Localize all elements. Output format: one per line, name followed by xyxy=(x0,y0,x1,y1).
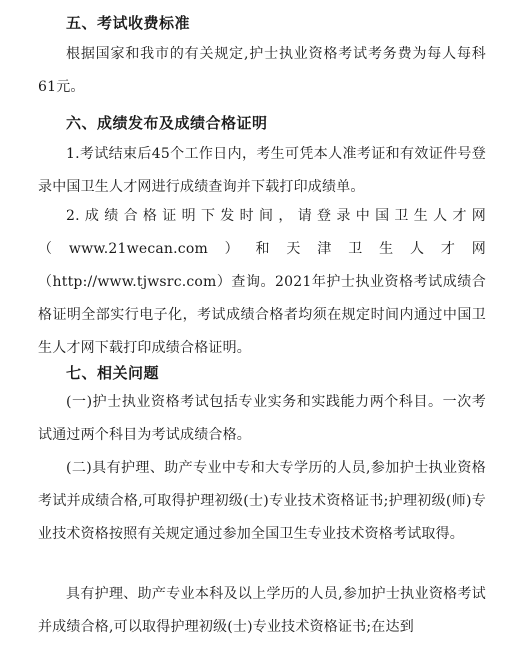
section-5-heading: 五、考试收费标准 xyxy=(66,14,191,32)
section-7-paragraph-2: (二)具有护理、助产专业中专和大专学历的人员,参加护士执业资格考试并成绩合格,可取得护理初级(士)专业技术资格证书;护理初级(师)专业技术资格按照有关规定通过参加全国卫生专业技术资格考试取得。 xyxy=(38,460,486,542)
section-7-heading: 七、相关问题 xyxy=(66,364,160,382)
section-7-paragraph-1: (一)护士执业资格考试包括专业实务和实践能力两个科目。一次考试通过两个科目为考试成绩合格。 xyxy=(38,394,486,443)
section-6-paragraph-1: 1.考试结束后45个工作日内，考生可凭本人准考证和有效证件号登录中国卫生人才网进行成绩查询并下载打印成绩单。 xyxy=(38,146,486,195)
section-6-heading: 六、成绩发布及成绩合格证明 xyxy=(66,114,268,132)
section-5-paragraph-1: 根据国家和我市的有关规定,护士执业资格考试考务费为每人每科61元。 xyxy=(38,46,486,95)
section-6-paragraph-2: 2.成绩合格证明下发时间，请登录中国卫生人才网（www.21wecan.com）和天津卫生人才网（http://www.tjwsrc.com）查询。2021年护士执业资格考试成绩合格证明全部实行电子化，考试成绩合格者均须在规定时间内通过中国卫生人才网下载打印成绩合格证明。 xyxy=(38,208,486,356)
section-7-paragraph-3: 具有护理、助产专业本科及以上学历的人员,参加护士执业资格考试并成绩合格,可以取得护理初级(士)专业技术资格证书;在达到 xyxy=(38,586,486,635)
